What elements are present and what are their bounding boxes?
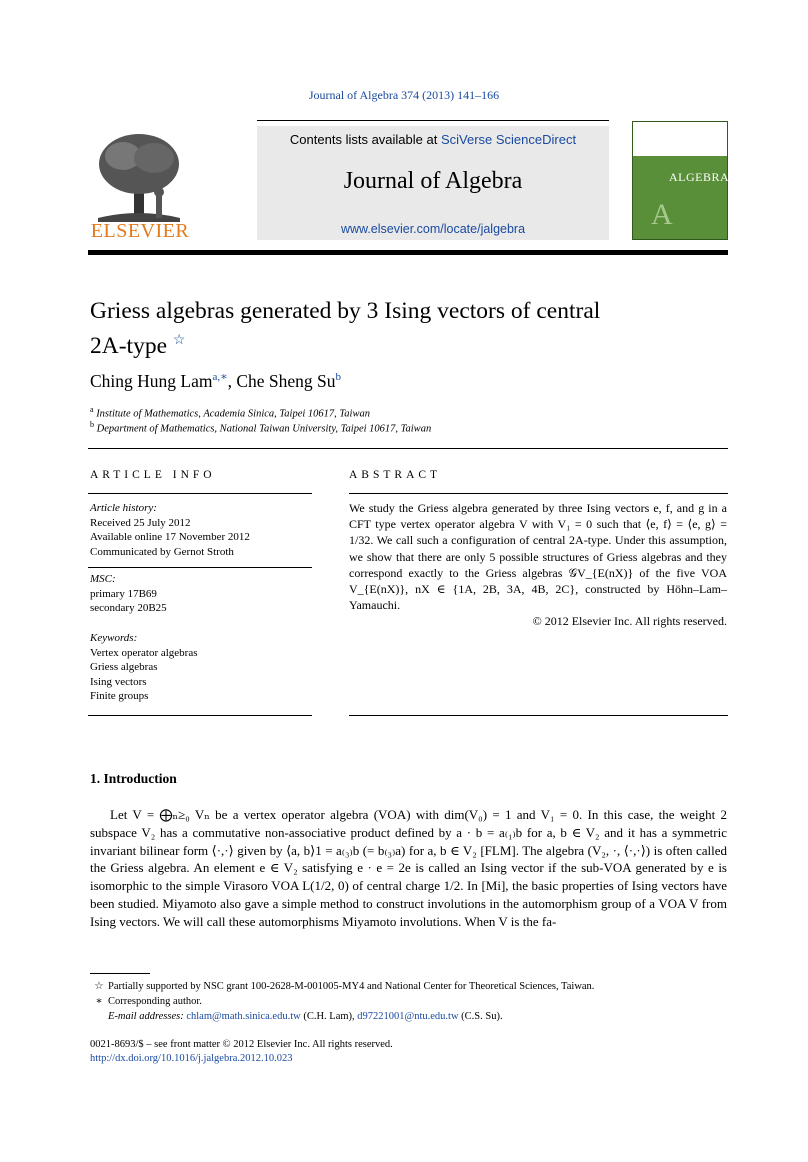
header-rule: [257, 120, 609, 121]
email-link[interactable]: d97221001@ntu.edu.tw: [357, 1011, 459, 1022]
footnote-emails: E-mail addresses: chlam@math.sinica.edu.tw (C.H. Lam), d97221001@ntu.edu.tw (C.S. Su).: [108, 1011, 503, 1022]
abstract-text: We study the Griess algebra generated by three Ising vectors e, f, and g in a CFT type vertex operator algebra V with V₁ = 0 such that ⟨e, f⟩ = ⟨e, g⟩ = 1/32. We call such a configuration of central 2A-type. Under this assumption, we show that there are only 5 possible structures of Griess algebras and they correspond exactly to the Griess algebras 𝒢V_{E(nX)} of the five VOA V_{E(nX)}, nX ∈ {1A, 2B, 3A, 4B, 2C}, constructed by Höhn–Lam–Yamauchi. © 2012 Elsevier Inc. All rights reserved.: [349, 501, 727, 629]
journal-cover-image: [632, 121, 728, 240]
email-link[interactable]: chlam@math.sinica.edu.tw: [186, 1011, 301, 1022]
msc-block: MSC: primary 17B69 secondary 20B25: [90, 573, 167, 614]
author-list: Ching Hung Lam$^{a,∗}$, Che Sheng Su$^b$: [90, 370, 342, 391]
keywords-block: Keywords: Vertex operator algebras Griess algebras Ising vectors Finite groups: [90, 631, 312, 704]
paper-title: Griess algebras generated by 3 Ising vectors of central 2A-type ☆: [90, 298, 601, 359]
keyword: Ising vectors: [90, 675, 147, 688]
article-info-rule: [88, 715, 312, 716]
footnote-support: ☆ Partially supported by NSC grant 100-2628-M-001005-MY4 and National Center for Theoretical Sciences, Taiwan.: [94, 981, 595, 992]
abstract-rule: [349, 715, 728, 716]
author-affiliation-link[interactable]: b: [335, 371, 342, 383]
sciencedirect-link[interactable]: SciVerse ScienceDirect: [440, 132, 577, 147]
elsevier-logo: [88, 126, 192, 242]
cover-letter-a: A: [651, 198, 673, 231]
keyword: Vertex operator algebras: [90, 646, 198, 659]
affiliation-b: $^b$ Department of Mathematics, National Taiwan University, Taipei 10617, Taiwan: [90, 420, 432, 435]
doi-link[interactable]: http://dx.doi.org/10.1016/j.jalgebra.2012.10.023: [90, 1053, 293, 1064]
footnote-corresponding: ∗ Corresponding author.: [95, 996, 202, 1007]
keyword: Griess algebras: [90, 661, 158, 673]
keyword: Finite groups: [90, 690, 149, 702]
journal-citation-link[interactable]: Journal of Algebra 374 (2013) 141–166: [308, 88, 500, 102]
author-affiliation-link[interactable]: a,∗: [212, 371, 228, 383]
affiliation-a: $^a$ Institute of Mathematics, Academia Sinica, Taipei 10617, Taiwan: [90, 405, 370, 420]
title-footnote-star-link[interactable]: ☆: [172, 333, 186, 348]
journal-title: Journal of Algebra: [343, 168, 523, 194]
article-info-heading: ARTICLE INFO: [90, 469, 216, 481]
article-info-rule: [88, 493, 312, 494]
author-name: Ching Hung Lam: [90, 370, 213, 391]
article-history: Article history: Received 25 July 2012 Available online 17 November 2012 Communicated by Gernot Stroth: [90, 502, 250, 558]
elsevier-wordmark: ELSEVIER: [90, 220, 190, 242]
article-info-rule: [88, 567, 312, 568]
journal-url-link[interactable]: www.elsevier.com/locate/jalgebra: [340, 222, 526, 236]
author-name: Che Sheng Su: [236, 370, 336, 391]
journal-header-box: [257, 126, 609, 240]
intro-paragraph: Let V = ⨁ₙ≥₀ Vₙ be a vertex operator algebra (VOA) with dim(V₀) = 1 and V₁ = 0. In this case, the weight 2 subspace V₂ has a commutative non-associative product defined by a · b = a₍₁₎b for a, b ∈ V₂ and it has a symmetric invariant bilinear form ⟨·,·⟩ given by ⟨a, b⟩1 = a₍₃₎b (= b₍₃₎a) for a, b ∈ V₂ [FLM]. The algebra (V₂, ·, ⟨·,·⟩) is often called the Griess algebra. An element e ∈ V₂ satisfying e · e = 2e is called an Ising vector if the sub-VOA generated by e is isomorphic to the simple Virasoro VOA L(1/2, 0) of central charge 1/2. In [Mi], the basic properties of Ising vectors have been studied. Miyamoto also gave a simple method to construct involutions in the automorphism group of a VOA V from Ising vectors. We will call these automorphisms Miyamoto involutions. When V is the fa-: [90, 807, 727, 929]
section-rule: [88, 448, 728, 449]
abstract-rule: [349, 493, 728, 494]
abstract-heading: ABSTRACT: [349, 469, 442, 481]
cover-top-band: [633, 122, 727, 156]
issn-line: 0021-8693/$ – see front matter © 2012 Elsevier Inc. All rights reserved.: [90, 1039, 393, 1050]
section-heading: 1. Introduction: [90, 771, 177, 786]
footnote-rule: [90, 973, 150, 974]
header-thick-rule: [88, 250, 728, 255]
abstract-copyright: © 2012 Elsevier Inc. All rights reserved.: [532, 614, 727, 629]
contents-line: Contents lists available at SciVerse ScienceDirect: [289, 132, 577, 147]
cover-title: ALGEBRA: [669, 170, 730, 184]
